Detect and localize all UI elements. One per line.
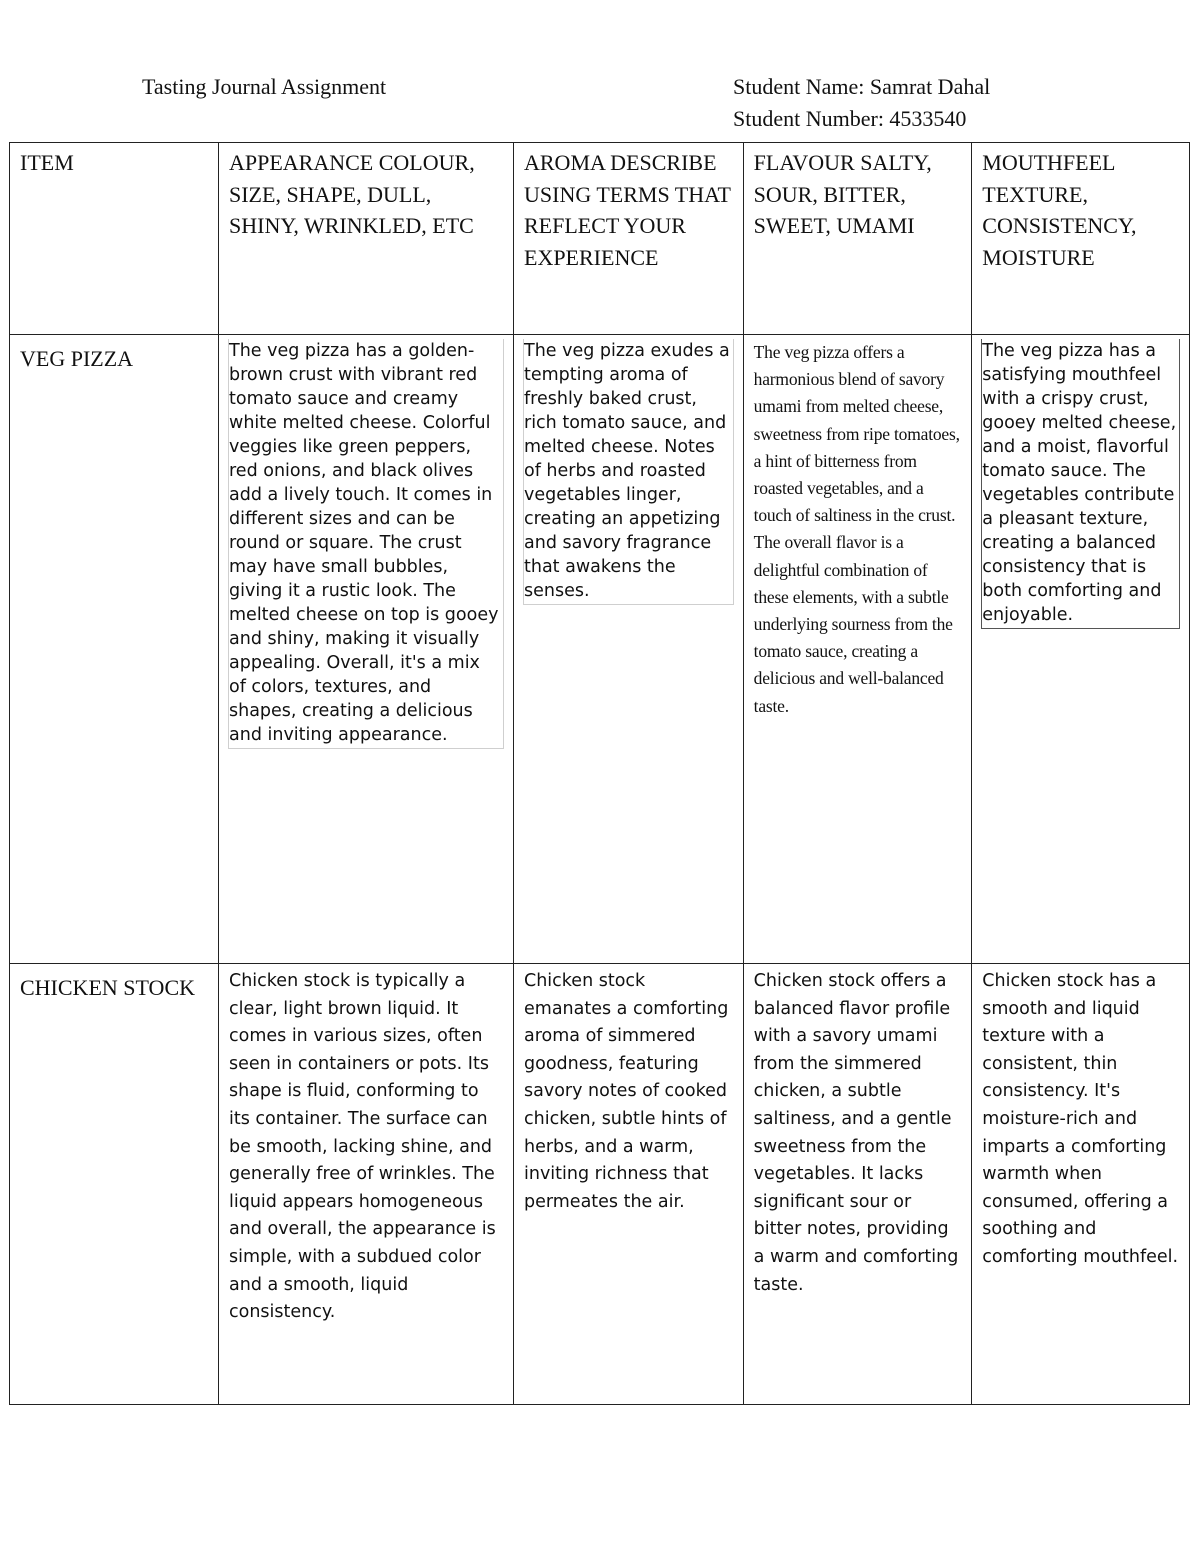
cell-aroma bbox=[514, 964, 744, 1405]
header-flavour-label: FLAVOUR SALTY, SOUR, BITTER, SWEET, UMAMI bbox=[753, 150, 932, 238]
header-appearance-label: APPEARANCE COLOUR, SIZE, SHAPE, DULL, SHINY, WRINKLED, ETC bbox=[229, 150, 475, 238]
appearance-text: The veg pizza has a golden-brown crust with vibrant red tomato sauce and creamy white melted cheese. Colorful veggies like green peppers, red onions, and black olives add a lively touch. It comes in different sizes and can be round or square. The crust may have small bubbles, giving it a rustic look. The melted cheese on top is gooey and shiny, making it visually appealing. Overall, it's a mix of colors, textures, and shapes, creating a delicious and inviting appearance. bbox=[229, 341, 499, 745]
flavour-text: The veg pizza offers a harmonious blend of savory umami from melted cheese, sweetness from ripe tomatoes, a hint of bitterness from roasted vegetables, and a touch of saltiness in the crust. The overall flavor is a delightful combination of these elements, with a subtle underlying sourness from the tomato sauce, creating a delicious and well-balanced taste. bbox=[753, 342, 960, 716]
cell-item bbox=[10, 964, 219, 1405]
header-appearance bbox=[219, 143, 514, 335]
cell-flavour bbox=[743, 964, 972, 1405]
header-item bbox=[10, 143, 219, 335]
document-title: Tasting Journal Assignment bbox=[142, 74, 387, 99]
student-name: Student Name: Samrat Dahal bbox=[733, 74, 991, 99]
header-mouthfeel bbox=[972, 143, 1190, 335]
cell-mouthfeel bbox=[972, 964, 1190, 1405]
header-mouthfeel-label: MOUTHFEEL TEXTURE, CONSISTENCY, MOISTURE bbox=[982, 150, 1137, 270]
table-header-row bbox=[10, 143, 1190, 335]
header-aroma-label: AROMA DESCRIBE USING TERMS THAT REFLECT YOUR EXPERIENCE bbox=[524, 150, 731, 270]
cell-appearance bbox=[219, 964, 514, 1405]
flavour-text: Chicken stock offers a balanced flavor profile with a savory umami from the simmered chicken, a subtle saltiness, and a gentle sweetness from the vegetables. It lacks significant sour or bitter notes, providing a warm and comforting taste. bbox=[753, 971, 959, 1295]
item-name: VEG PIZZA bbox=[20, 346, 134, 371]
cell-appearance bbox=[219, 335, 514, 964]
student-number: Student Number: 4533540 bbox=[733, 106, 967, 131]
table-row bbox=[10, 335, 1190, 964]
cell-item bbox=[10, 335, 219, 964]
header-item-label: ITEM bbox=[20, 150, 74, 175]
table-row bbox=[10, 964, 1190, 1405]
item-name: CHICKEN STOCK bbox=[20, 975, 196, 1000]
cell-aroma bbox=[514, 335, 744, 964]
text-box bbox=[228, 339, 504, 749]
text-box bbox=[523, 339, 734, 605]
tasting-journal-table bbox=[9, 142, 1190, 1405]
aroma-text: The veg pizza exudes a tempting aroma of freshly baked crust, rich tomato sauce, and melted cheese. Notes of herbs and roasted vegetables linger, creating an appetizing and savory fragrance that awakens the senses. bbox=[524, 341, 730, 601]
mouthfeel-text: Chicken stock has a smooth and liquid texture with a consistent, thin consistency. It's moisture-rich and imparts a comforting warmth when consumed, offering a soothing and comforting mouthfeel. bbox=[982, 971, 1179, 1267]
aroma-text: Chicken stock emanates a comforting aroma of simmered goodness, featuring savory notes of cooked chicken, subtle hints of herbs, and a warm, inviting richness that permeates the air. bbox=[524, 971, 729, 1212]
mouthfeel-text: The veg pizza has a satisfying mouthfeel with a crispy crust, gooey melted cheese, and a moist, flavorful tomato sauce. The vegetables contribute a pleasant texture, creating a balanced consistency that is both comforting and enjoyable. bbox=[982, 341, 1177, 625]
appearance-text: Chicken stock is typically a clear, light brown liquid. It comes in various sizes, often seen in containers or pots. Its shape is fluid, conforming to its container. The surface can be smooth, lacking shine, and generally free of wrinkles. The liquid appears homogeneous and overall, the appearance is simple, with a subdued color and a smooth, liquid consistency. bbox=[229, 971, 496, 1323]
header-flavour bbox=[743, 143, 972, 335]
cell-mouthfeel bbox=[972, 335, 1190, 964]
header-aroma bbox=[514, 143, 744, 335]
cell-flavour bbox=[743, 335, 972, 964]
text-box bbox=[981, 339, 1180, 629]
